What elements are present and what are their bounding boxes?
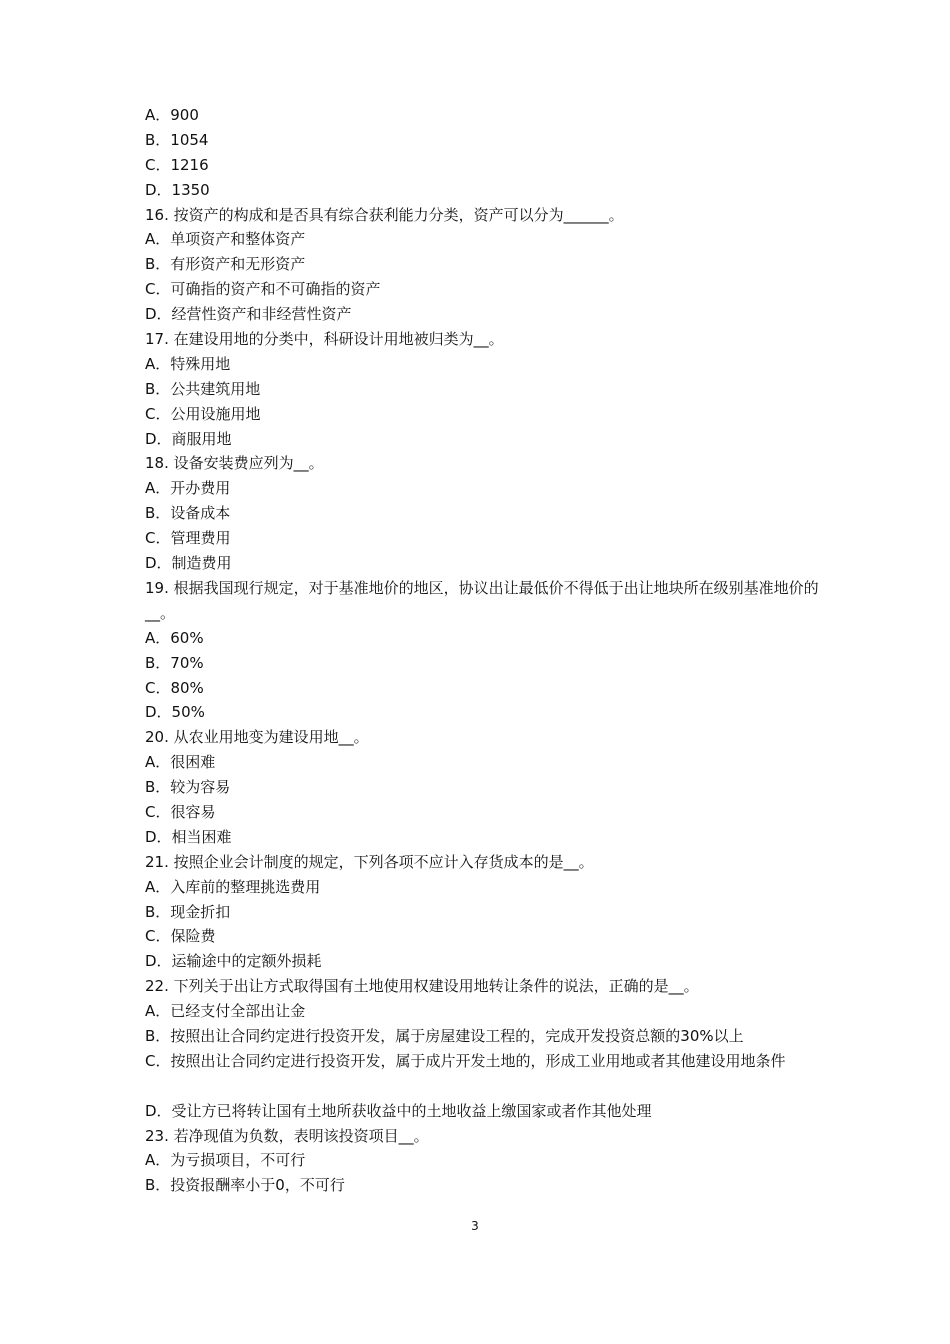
q22-option-b: B．按照出让合同约定进行投资开发，属于房屋建设工程的，完成开发投资总额的30%以上 — [145, 1026, 744, 1045]
page-number: 3 — [471, 1219, 479, 1233]
q20-option-c: C．很容易 — [145, 802, 216, 821]
q20-option-d: D．相当困难 — [145, 827, 232, 846]
q17-option-c: C．公用设施用地 — [145, 404, 261, 423]
option-d-line: D．1350 — [145, 180, 210, 199]
q19-option-c: C．80% — [145, 678, 204, 697]
question-19: 19. 根据我国现行规定，对于基准地价的地区，协议出让最低价不得低于出让地块所在级别基准地价的__。 — [145, 578, 819, 622]
q21-option-d: D．运输途中的定额外损耗 — [145, 952, 322, 971]
q16-option-a: A．单项资产和整体资产 — [145, 230, 306, 249]
q19-option-b: B．70% — [145, 653, 204, 672]
q16-option-d: D．经营性资产和非经营性资产 — [145, 305, 352, 324]
option-b-line: B．1054 — [145, 130, 209, 149]
question-23: 23. 若净现值为负数，表明该投资项目__。 — [145, 1126, 429, 1145]
option-a-line: A．900 — [145, 106, 199, 124]
q17-option-d: D．商服用地 — [145, 429, 232, 448]
option-c-line: C．1216 — [145, 155, 209, 174]
question-list — [145, 103, 825, 1198]
question-17: 17. 在建设用地的分类中，科研设计用地被归类为__。 — [145, 330, 504, 349]
q22-option-d: D．受让方已将转让国有土地所获收益中的土地收益上缴国家或者作其他处理 — [145, 1101, 652, 1120]
q16-option-c: C．可确指的资产和不可确指的资产 — [145, 280, 381, 299]
q18-option-d: D．制造费用 — [145, 554, 232, 573]
q18-option-c: C．管理费用 — [145, 529, 231, 548]
q18-option-a: A．开办费用 — [145, 479, 231, 498]
question-20: 20. 从农业用地变为建设用地__。 — [145, 728, 369, 747]
q21-option-b: B．现金折扣 — [145, 902, 231, 921]
q21-option-a: A．入库前的整理挑选费用 — [145, 877, 321, 896]
question-18: 18. 设备安装费应列为__。 — [145, 454, 324, 473]
q19-option-d: D．50% — [145, 703, 205, 722]
q17-option-b: B．公共建筑用地 — [145, 379, 261, 398]
question-16: 16. 按资产的构成和是否具有综合获利能力分类，资产可以分为______。 — [145, 205, 624, 224]
q20-option-a: A．很困难 — [145, 753, 216, 772]
question-21: 21. 按照企业会计制度的规定，下列各项不应计入存货成本的是__。 — [145, 852, 594, 871]
question-22: 22. 下列关于出让方式取得国有土地使用权建设用地转让条件的说法，正确的是__。 — [145, 977, 699, 996]
q16-option-b: B．有形资产和无形资产 — [145, 255, 306, 274]
q23-option-a: A．为亏损项目，不可行 — [145, 1151, 306, 1170]
q17-option-a: A．特殊用地 — [145, 354, 231, 373]
q18-option-b: B．设备成本 — [145, 504, 231, 523]
q23-option-b: B．投资报酬率小于0，不可行 — [145, 1176, 345, 1195]
q20-option-b: B．较为容易 — [145, 778, 231, 797]
q22-option-c: C．按照出让合同约定进行投资开发，属于成片开发土地的，形成工业用地或者其他建设用地条件 — [145, 1051, 786, 1070]
q21-option-c: C．保险费 — [145, 927, 216, 946]
q19-option-a: A．60% — [145, 628, 204, 647]
q22-option-a: A．已经支付全部出让金 — [145, 1002, 306, 1021]
